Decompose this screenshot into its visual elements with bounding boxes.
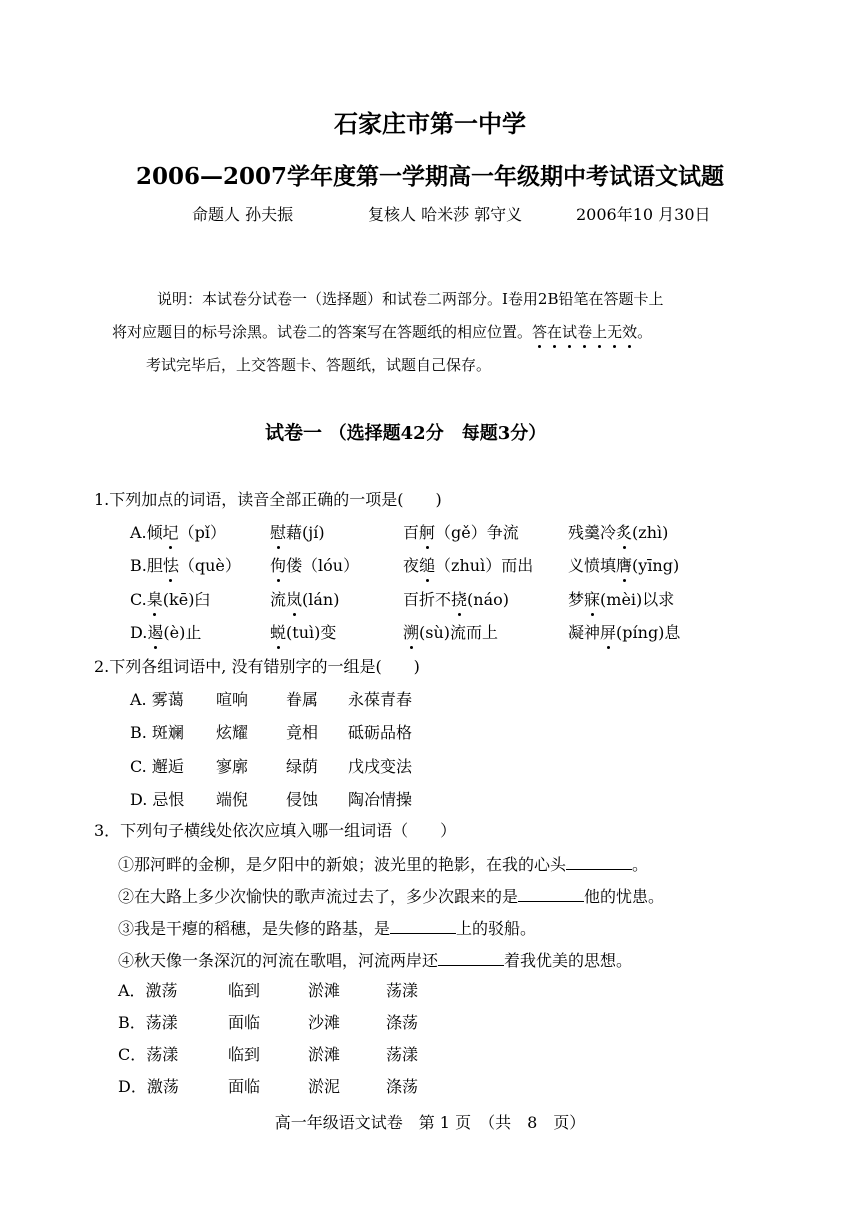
dotted-char: 慰 — [270, 520, 286, 543]
q3-option-word — [308, 1042, 340, 1065]
term-text: 百折不 — [403, 590, 452, 609]
dotted-char: 蜕 — [270, 620, 286, 643]
term-reading: (náo) — [467, 590, 509, 609]
section-title — [265, 418, 546, 445]
dotted-char: 遏 — [147, 620, 163, 643]
emphasized-char: 在 — [547, 323, 563, 341]
q2-option-word — [130, 720, 184, 743]
q1-option-term — [568, 553, 679, 576]
dotted-char: 岚 — [286, 587, 302, 610]
q1-option-term — [130, 553, 241, 576]
q1-option-term — [270, 587, 339, 610]
q2-stem: 2.下列各组词语中, 没有错别字的一组是( ) — [94, 657, 420, 676]
q2-option-word — [348, 687, 412, 710]
instructions-line-3: 考试完毕后，上交答题卡、答题纸，试题自己保存。 — [146, 356, 492, 374]
emphasized-char: 卷 — [577, 323, 593, 341]
word-text: 淤滩 — [308, 981, 341, 1000]
q1-option-term — [568, 520, 668, 543]
sentence-end: 着我优美的思想。 — [504, 951, 633, 970]
dotted-char: 屏 — [600, 620, 616, 643]
word-text: 砥砺品格 — [348, 723, 413, 742]
word-text: 涤荡 — [386, 1077, 419, 1096]
dotted-char: 臬 — [147, 587, 163, 610]
q1-option-term — [270, 620, 336, 643]
exam-title: 2006—2007学年度第一学期高一年级期中考试语文试题 — [135, 163, 725, 190]
q3-sentence — [118, 852, 648, 875]
q2-option-word — [216, 787, 248, 810]
term-text: B.胆 — [130, 556, 163, 575]
exam-date: 2006年10 月30日 — [576, 205, 711, 224]
word-text: D．激荡 — [118, 1077, 179, 1096]
word-text: D. 忌恨 — [130, 790, 185, 809]
q3-option-word — [308, 978, 340, 1001]
q1-option-term — [270, 520, 325, 543]
term-reading: (píng)息 — [616, 623, 681, 642]
q3-option-word — [228, 1010, 260, 1033]
word-text: 面临 — [228, 1013, 261, 1032]
q1-option-term — [568, 620, 680, 643]
word-text: 涤荡 — [386, 1013, 419, 1032]
q3-option-word — [228, 1042, 260, 1065]
word-text: C．荡漾 — [118, 1045, 179, 1064]
q1-stem: 1.下列加点的词语，读音全部正确的一项是( ) — [94, 490, 442, 509]
dotted-char: 寐 — [584, 587, 600, 610]
term-reading: 偻（lóu） — [286, 556, 360, 575]
word-text: A．激荡 — [118, 981, 178, 1000]
q1-option-term — [403, 620, 498, 643]
dotted-char: 怯 — [163, 553, 179, 576]
q1-option-term — [130, 587, 210, 610]
fill-blank — [438, 951, 504, 966]
word-text: 淤泥 — [308, 1077, 341, 1096]
word-text: 竟相 — [286, 723, 319, 742]
word-text: 淤滩 — [308, 1045, 341, 1064]
q3-option-word — [386, 1042, 418, 1065]
instructions-line-2-end: 。 — [637, 323, 653, 341]
term-reading: (è)止 — [163, 623, 202, 642]
word-text: 荡漾 — [386, 1045, 419, 1064]
q3-option-word — [386, 1010, 418, 1033]
q3-option-word — [228, 1074, 260, 1097]
word-text: 眷属 — [286, 690, 319, 709]
word-text: 沙滩 — [308, 1013, 341, 1032]
q3-option-word — [228, 978, 260, 1001]
emphasized-char: 答 — [532, 323, 548, 341]
emphasized-notice — [532, 323, 637, 341]
q2-option-word — [130, 687, 184, 710]
term-text: 流 — [270, 590, 287, 609]
sentence-end: 上的驳船。 — [456, 919, 537, 938]
instructions-line-1: 说明：本试卷分试卷一（选择题）和试卷二两部分。Ⅰ卷用2B铅笔在答题卡上 — [157, 290, 664, 308]
q2-option-word — [286, 687, 318, 710]
q3-option-word — [118, 1074, 179, 1097]
term-reading: (tuì)变 — [286, 623, 337, 642]
word-text: 侵蚀 — [286, 790, 319, 809]
section-subtitle: （选择题42分 每题3分） — [328, 423, 547, 444]
word-text: 面临 — [228, 1077, 261, 1096]
dotted-char: 圮 — [163, 520, 179, 543]
section-name: 试卷一 — [265, 422, 323, 444]
dotted-char: 炙 — [616, 520, 632, 543]
q2-option-word — [216, 687, 248, 710]
sentence-text: ③我是干瘪的稻穗，是失修的路基，是 — [118, 919, 391, 938]
sentence-text: ④秋天像一条深沉的河流在歌唱，河流两岸还 — [118, 951, 439, 970]
emphasized-char: 效 — [622, 323, 638, 341]
q1-option-term — [130, 520, 226, 543]
term-reading: (zhì) — [632, 523, 669, 542]
q3-sentence — [118, 916, 536, 939]
word-text: 临到 — [228, 981, 261, 1000]
word-text: 炫耀 — [216, 723, 249, 742]
q3-option-word — [118, 978, 178, 1001]
q2-option-word — [216, 754, 248, 777]
term-reading: （gě）争流 — [435, 523, 519, 542]
q3-sentence — [118, 948, 632, 971]
page-footer: 高一年级语文试卷 第 1 页 （共 8 页） — [274, 1113, 586, 1132]
q1-option-term — [403, 520, 519, 543]
term-reading: (kē)臼 — [162, 590, 211, 609]
q2-option-word — [286, 754, 318, 777]
term-text: 夜 — [403, 556, 420, 575]
fill-blank — [566, 855, 632, 870]
dotted-char: 溯 — [403, 620, 419, 643]
author: 命题人 孙夫振 — [192, 205, 294, 224]
dotted-char: 缒 — [419, 553, 435, 576]
sentence-end: 。 — [632, 855, 649, 874]
q1-option-term — [403, 553, 533, 576]
sentence-end: 他的忧患。 — [584, 887, 665, 906]
word-text: 端倪 — [216, 790, 249, 809]
word-text: C. 邂逅 — [130, 757, 184, 776]
term-text: D. — [130, 623, 148, 642]
word-text: B. 斑斓 — [130, 723, 184, 742]
term-text: 残羹冷 — [568, 523, 617, 542]
term-text: 百 — [403, 523, 420, 542]
word-text: 荡漾 — [386, 981, 419, 1000]
word-text: 寥廓 — [216, 757, 249, 776]
dotted-char: 佝 — [270, 553, 286, 576]
word-text: 陶冶情操 — [348, 790, 413, 809]
term-reading: (sù)流而上 — [419, 623, 499, 642]
term-reading: （pǐ） — [178, 523, 227, 542]
word-text: 绿荫 — [286, 757, 319, 776]
dotted-char: 舸 — [419, 520, 435, 543]
word-text: 永葆青春 — [348, 690, 413, 709]
term-reading: （què） — [178, 556, 241, 575]
fill-blank — [390, 919, 456, 934]
word-text: B．荡漾 — [118, 1013, 178, 1032]
word-text: 临到 — [228, 1045, 261, 1064]
term-text: C. — [130, 590, 147, 609]
fill-blank — [518, 887, 584, 902]
reviewers: 复核人 哈米莎 郭守义 — [368, 205, 523, 224]
instructions-line-2-text: 将对应题目的标号涂黑。试卷二的答案写在答题纸的相应位置。 — [112, 323, 533, 341]
school-name: 石家庄市第一中学 — [334, 109, 526, 138]
term-reading: （zhuì）而出 — [435, 556, 534, 575]
emphasized-char: 试 — [562, 323, 578, 341]
word-text: 戊戌变法 — [348, 757, 413, 776]
term-reading: (mèi)以求 — [600, 590, 675, 609]
q3-option-word — [308, 1074, 340, 1097]
term-reading: (lán) — [302, 590, 340, 609]
q2-option-word — [130, 754, 184, 777]
sentence-text: ②在大路上多少次愉快的歌声流过去了，多少次跟来的是 — [118, 887, 519, 906]
q3-option-word — [386, 978, 418, 1001]
q3-sentence — [118, 884, 664, 907]
term-reading: (yīng) — [632, 556, 680, 575]
q2-option-word — [348, 720, 412, 743]
q3-option-word — [118, 1042, 178, 1065]
term-text: A.倾 — [130, 523, 163, 542]
q2-option-word — [348, 754, 412, 777]
q1-option-term — [568, 587, 674, 610]
term-text: 义愤填 — [568, 556, 617, 575]
q1-option-term — [130, 620, 201, 643]
emphasized-char: 无 — [607, 323, 623, 341]
word-text: 喧响 — [216, 690, 249, 709]
dotted-char: 挠 — [451, 587, 467, 610]
q3-option-word — [386, 1074, 418, 1097]
q2-option-word — [286, 720, 318, 743]
q3-option-word — [308, 1010, 340, 1033]
word-text: A. 雾蔼 — [130, 690, 184, 709]
q2-option-word — [216, 720, 248, 743]
q2-option-word — [348, 787, 412, 810]
dotted-char: 膺 — [616, 553, 632, 576]
q2-option-word — [130, 787, 184, 810]
term-text: 梦 — [568, 590, 585, 609]
q1-option-term — [403, 587, 509, 610]
sentence-text: ①那河畔的金柳，是夕阳中的新娘；波光里的艳影，在我的心头 — [118, 855, 567, 874]
q3-stem: 3．下列句子横线处依次应填入哪一组词语（ ） — [94, 821, 457, 840]
term-reading: 藉(jí) — [286, 523, 325, 542]
q1-option-term — [270, 553, 359, 576]
term-text: 凝神 — [568, 623, 601, 642]
instructions-line-2 — [112, 321, 652, 342]
q3-option-word — [118, 1010, 178, 1033]
q2-option-word — [286, 787, 318, 810]
emphasized-char: 上 — [592, 323, 608, 341]
